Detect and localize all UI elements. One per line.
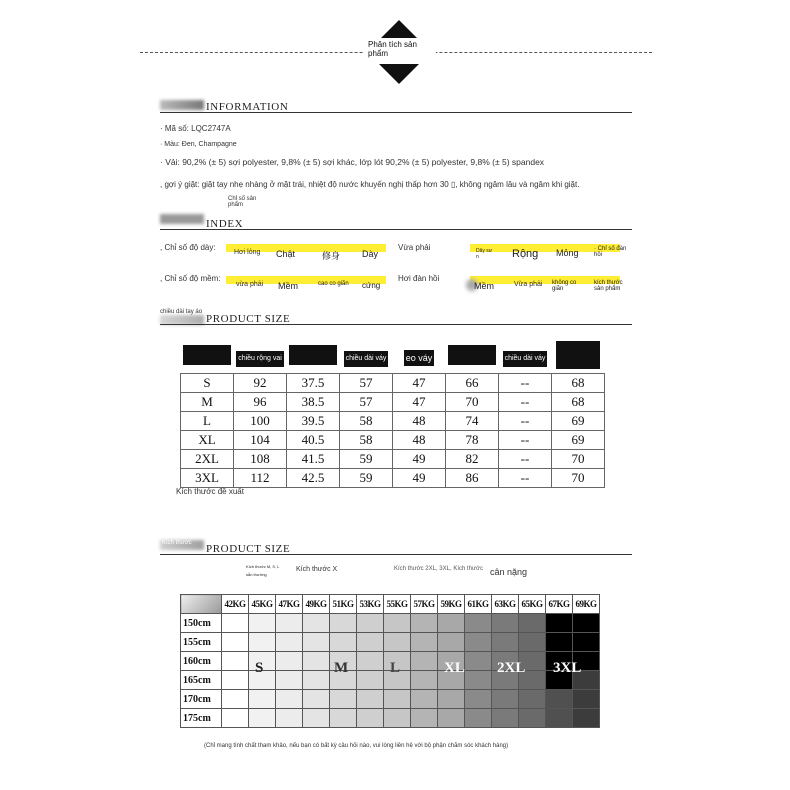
table-cell: 86: [446, 469, 499, 488]
grid-cell: [330, 690, 357, 709]
table-cell: 66: [446, 374, 499, 393]
grid-cell: [411, 690, 438, 709]
height-header: 160cm: [181, 652, 222, 671]
table-cell: S: [181, 374, 234, 393]
grid-cell: [546, 709, 573, 728]
elastic-opt-1: Mềm: [474, 281, 494, 291]
corner-cell: [181, 595, 222, 614]
weight-header: 53KG: [357, 595, 384, 614]
table-cell: 70: [446, 393, 499, 412]
grid-cell: [276, 690, 303, 709]
grid-cell: [303, 614, 330, 633]
grid-cell: [357, 690, 384, 709]
grid-cell: [384, 614, 411, 633]
table-cell: 57: [340, 374, 393, 393]
table-cell: 49: [393, 450, 446, 469]
recommend-sub3: Kích thước 2XL, 3XL, Kích thước: [394, 566, 483, 572]
table-cell: 108: [234, 450, 287, 469]
grid-cell: [438, 690, 465, 709]
info-wash: , gợi ý giặt: giặt tay nhẹ nhàng ở mặt trái, nhiệt độ nước khuyến nghị thấp hơn 30 ▯, không ngâm lâu và ngâm khi giặt.: [160, 180, 580, 189]
grid-cell: [492, 614, 519, 633]
size-label-3xl: 3XL: [553, 660, 582, 676]
grid-cell: [276, 671, 303, 690]
grid-cell: [303, 690, 330, 709]
elastic-label: Hơi đàn hồi: [398, 274, 440, 283]
size-note: Kích thước đề xuất: [176, 487, 244, 496]
col-header: [181, 341, 234, 374]
table-cell: 2XL: [181, 450, 234, 469]
info-title: INFORMATION: [206, 101, 289, 113]
weight-header: 47KG: [276, 595, 303, 614]
recommend-footer: (Chỉ mang tính chất tham khảo, nếu bạn có bất kỳ câu hỏi nào, vui lòng liên hệ với bộ phận chăm sóc khách hàng): [204, 743, 509, 749]
grid-cell: [492, 709, 519, 728]
table-cell: 69: [552, 412, 605, 431]
grid-cell: [492, 633, 519, 652]
weight-header: 59KG: [438, 595, 465, 614]
height-header: 175cm: [181, 709, 222, 728]
table-cell: 41.5: [287, 450, 340, 469]
recommend-sub1b: sẵn thường: [246, 572, 267, 577]
table-cell: 48: [393, 412, 446, 431]
table-cell: 68: [552, 374, 605, 393]
grid-cell: [573, 690, 600, 709]
grid-cell: [249, 633, 276, 652]
recommend-title: PRODUCT SIZE: [206, 543, 291, 555]
table-cell: 112: [234, 469, 287, 488]
table-cell: 47: [393, 374, 446, 393]
table-cell: --: [499, 393, 552, 412]
grid-cell: [411, 633, 438, 652]
table-cell: 57: [340, 393, 393, 412]
grid-cell: [438, 709, 465, 728]
grid-cell: [357, 652, 384, 671]
table-row: [181, 393, 605, 412]
thick-opt-4: Dày: [362, 249, 379, 259]
table-row: [181, 469, 605, 488]
recommend-sub4: cân nặng: [490, 567, 528, 577]
weight-header: 65KG: [519, 595, 546, 614]
grid-cell: [222, 690, 249, 709]
table-row: [181, 374, 605, 393]
col-header: chiều rộng vai: [234, 341, 287, 374]
grid-cell: [276, 614, 303, 633]
grid-cell: [357, 633, 384, 652]
fit-label: Vừa phải: [398, 243, 431, 252]
grid-cell: [465, 709, 492, 728]
fit-opt-3: Mỏng: [556, 248, 579, 258]
col-header: eo váy: [393, 341, 446, 374]
size-table-header: [181, 341, 605, 374]
grid-cell: [330, 614, 357, 633]
grid-cell: [573, 614, 600, 633]
grid-cell: [276, 652, 303, 671]
grid-cell: [519, 614, 546, 633]
grid-cell: [519, 633, 546, 652]
col-header: chiều dài váy: [499, 341, 552, 374]
col-header: chiều dài váy: [340, 341, 393, 374]
weight-header: 42KG: [222, 595, 249, 614]
table-cell: --: [499, 431, 552, 450]
height-row: [181, 709, 600, 728]
grid-cell: [384, 709, 411, 728]
fit-opt-2: Rộng: [512, 248, 539, 260]
grid-cell: [411, 671, 438, 690]
grid-cell: [357, 709, 384, 728]
height-header: 150cm: [181, 614, 222, 633]
table-cell: 42.5: [287, 469, 340, 488]
weight-header: 55KG: [384, 595, 411, 614]
table-row: [181, 412, 605, 431]
size-label-2xl: 2XL: [497, 660, 526, 676]
table-cell: 78: [446, 431, 499, 450]
height-row: [181, 690, 600, 709]
height-header: 155cm: [181, 633, 222, 652]
table-cell: 58: [340, 412, 393, 431]
table-cell: 74: [446, 412, 499, 431]
size-label-l: L: [390, 660, 401, 676]
col-header: [287, 341, 340, 374]
grid-cell: [384, 633, 411, 652]
table-cell: 59: [340, 450, 393, 469]
height-header: 170cm: [181, 690, 222, 709]
size-title: PRODUCT SIZE: [206, 313, 291, 325]
table-cell: 39.5: [287, 412, 340, 431]
grid-cell: [222, 652, 249, 671]
table-cell: 70: [552, 469, 605, 488]
thick-opt-2: Chật: [276, 249, 296, 259]
elastic-opt-3: không co giãn: [552, 280, 577, 292]
weight-header: 45KG: [249, 595, 276, 614]
col-header: [552, 341, 605, 374]
badge-subtitle: EXPLAIN: [378, 58, 412, 66]
soft-opt-3: cao co giãn: [318, 281, 349, 287]
info-color: · Màu: Đen, Champagne: [160, 141, 237, 148]
grid-cell: [411, 614, 438, 633]
grid-cell: [573, 633, 600, 652]
table-cell: 38.5: [287, 393, 340, 412]
table-cell: 49: [393, 469, 446, 488]
table-cell: 82: [446, 450, 499, 469]
grid-cell: [303, 652, 330, 671]
elastic-opt-2: Vừa phải: [514, 281, 543, 288]
table-cell: 100: [234, 412, 287, 431]
table-row: [181, 431, 605, 450]
grid-cell: [276, 633, 303, 652]
grid-cell: [465, 652, 492, 671]
grid-cell: [438, 614, 465, 633]
grid-cell: [411, 652, 438, 671]
weight-header-row: [181, 595, 600, 614]
badge-title: Phân tích sản phẩm: [368, 40, 417, 58]
info-code: · Mã số: LQC2747A: [160, 124, 231, 133]
elastic-opt-4: kích thước sản phẩm: [594, 280, 623, 292]
grid-cell: [465, 671, 492, 690]
recommend-sub1: Kích thước M, S, L: [246, 564, 280, 569]
height-row: [181, 614, 600, 633]
table-cell: --: [499, 450, 552, 469]
index-tag-text: Chỉ số sản phẩm: [228, 196, 257, 208]
grid-cell: [573, 709, 600, 728]
grid-cell: [384, 690, 411, 709]
grid-cell: [303, 633, 330, 652]
grid-cell: [519, 709, 546, 728]
recommend-sub2: Kích thước X: [296, 566, 338, 573]
grid-cell: [438, 633, 465, 652]
grid-cell: [222, 709, 249, 728]
table-cell: 96: [234, 393, 287, 412]
weight-header: 49KG: [303, 595, 330, 614]
index-title: INDEX: [206, 218, 244, 230]
soft-opt-1: vừa phải: [236, 281, 264, 288]
grid-cell: [222, 633, 249, 652]
grid-cell: [492, 690, 519, 709]
table-cell: 40.5: [287, 431, 340, 450]
table-cell: M: [181, 393, 234, 412]
grid-cell: [357, 614, 384, 633]
info-fabric: · Vải: 90,2% (± 5) sợi polyester, 9,8% (± 5) sợi khác, lớp lót 90,2% (± 5) polyester, 9,8% (± 5) spandex: [160, 157, 545, 167]
thickness-label: , Chỉ số độ dày:: [160, 243, 216, 252]
info-divider: [160, 112, 632, 113]
grid-cell: [330, 633, 357, 652]
soft-opt-4: cứng: [362, 281, 381, 290]
grid-cell: [249, 614, 276, 633]
table-cell: --: [499, 374, 552, 393]
table-cell: 47: [393, 393, 446, 412]
recommend-tag: Kích thước: [162, 540, 192, 546]
size-label-xl: XL: [444, 660, 465, 676]
table-cell: 3XL: [181, 469, 234, 488]
grid-cell: [249, 709, 276, 728]
soft-opt-2: Mềm: [278, 281, 298, 291]
table-row: [181, 450, 605, 469]
index-divider: [160, 229, 632, 230]
table-cell: 68: [552, 393, 605, 412]
grid-cell: [465, 633, 492, 652]
grid-cell: [276, 709, 303, 728]
grid-cell: [411, 709, 438, 728]
size-divider: [160, 324, 632, 325]
height-row: [181, 633, 600, 652]
size-tag-text: chiều dài tay áo: [160, 309, 203, 315]
table-cell: 48: [393, 431, 446, 450]
table-cell: 59: [340, 469, 393, 488]
grid-cell: [330, 709, 357, 728]
weight-header: 57KG: [411, 595, 438, 614]
table-cell: 69: [552, 431, 605, 450]
section-blur-info: [160, 100, 204, 110]
softness-label: , Chỉ số độ mềm:: [160, 274, 221, 283]
size-table: [180, 341, 605, 488]
col-header: [446, 341, 499, 374]
grid-cell: [546, 614, 573, 633]
size-label-m: M: [334, 660, 349, 676]
table-cell: L: [181, 412, 234, 431]
table-cell: 104: [234, 431, 287, 450]
grid-cell: [546, 633, 573, 652]
fit-opt-4: · Chỉ số đàn hồi: [594, 246, 627, 258]
table-cell: XL: [181, 431, 234, 450]
grid-cell: [546, 690, 573, 709]
fit-opt-1: Dây sư n: [476, 248, 493, 260]
weight-header: 61KG: [465, 595, 492, 614]
grid-cell: [303, 709, 330, 728]
grid-cell: [249, 690, 276, 709]
table-cell: 58: [340, 431, 393, 450]
size-label-s: S: [255, 660, 264, 676]
grid-cell: [222, 614, 249, 633]
table-cell: 70: [552, 450, 605, 469]
thick-opt-1: Hơi lỏng: [234, 249, 261, 256]
weight-header: 51KG: [330, 595, 357, 614]
grid-cell: [357, 671, 384, 690]
table-cell: 92: [234, 374, 287, 393]
table-cell: 37.5: [287, 374, 340, 393]
weight-header: 67KG: [546, 595, 573, 614]
table-cell: --: [499, 469, 552, 488]
grid-cell: [465, 614, 492, 633]
thick-opt-3: 修身: [322, 251, 341, 261]
weight-header: 63KG: [492, 595, 519, 614]
grid-cell: [519, 690, 546, 709]
grid-cell: [465, 690, 492, 709]
table-cell: --: [499, 412, 552, 431]
grid-cell: [303, 671, 330, 690]
section-blur-index: [160, 214, 204, 224]
height-header: 165cm: [181, 671, 222, 690]
grid-cell: [222, 671, 249, 690]
weight-header: 69KG: [573, 595, 600, 614]
recommend-divider: [160, 554, 632, 555]
